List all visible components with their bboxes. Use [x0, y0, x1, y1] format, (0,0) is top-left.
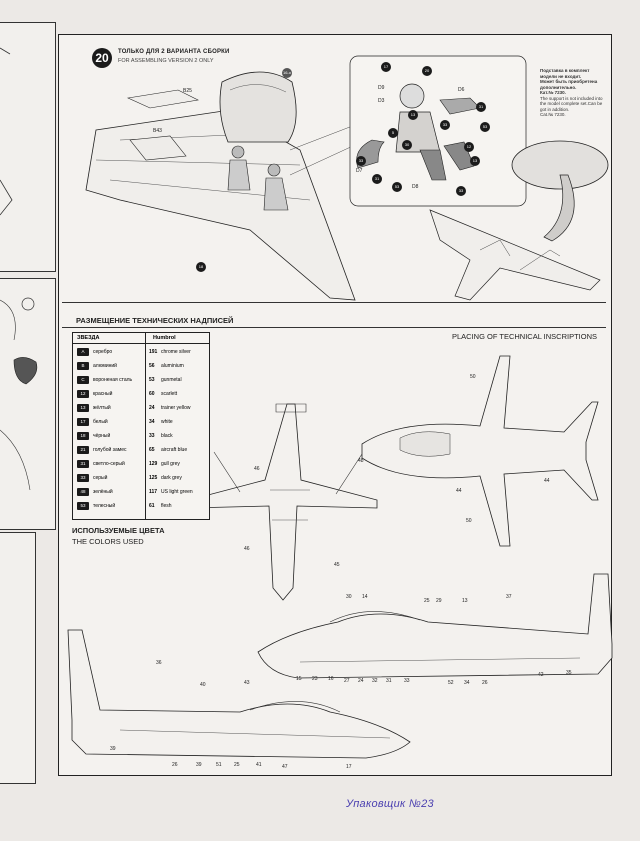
- paint-name-en: chrome silver: [161, 349, 191, 355]
- decal-callout: 44: [456, 488, 462, 494]
- paint-name-en: gunmetal: [161, 377, 182, 383]
- paint-name-ru: вороненая сталь: [93, 377, 133, 383]
- paint-row: [73, 415, 209, 429]
- paint-callout: 12: [464, 142, 474, 152]
- stand-note-ru-2: модели не входит.: [540, 73, 582, 79]
- side-callout: 24: [358, 678, 364, 684]
- paint-name-en: trainer yellow: [161, 405, 191, 411]
- side-callout: 39: [196, 762, 202, 768]
- decal-callout: 50: [470, 374, 476, 380]
- paint-name-en: aircraft blue: [161, 447, 188, 453]
- paint-name-ru: серый: [93, 475, 108, 481]
- paint-row: [73, 457, 209, 471]
- side-callout: 41: [256, 762, 262, 768]
- side-callout: 15: [296, 676, 302, 682]
- paint-row: [73, 387, 209, 401]
- decals-title-underline: [62, 327, 606, 328]
- decal-callout: 44: [544, 478, 550, 484]
- paint-chip: 18: [77, 432, 89, 440]
- paint-row: [73, 429, 209, 443]
- side-callout: 29: [436, 598, 442, 604]
- decals-title-en: PLACING OF TECHNICAL INSCRIPTIONS: [452, 332, 598, 341]
- paint-chip: 13: [77, 404, 89, 412]
- paint-callout: 5: [388, 128, 398, 138]
- paint-row: [73, 373, 209, 387]
- side-callout: 32: [372, 678, 378, 684]
- col-humbrol: Humbrol: [153, 335, 176, 341]
- part-label-b25: B25: [183, 88, 192, 94]
- decal-callout: 45: [334, 562, 340, 568]
- side-callout: 25: [234, 762, 240, 768]
- paint-chip: A: [77, 348, 89, 356]
- paint-row: [73, 443, 209, 457]
- decal-callout: 46: [244, 546, 250, 552]
- side-callout: 16: [328, 676, 334, 682]
- paint-chip: B: [77, 362, 89, 370]
- paint-chip: 33: [77, 474, 89, 482]
- paint-callout: 33: [456, 186, 466, 196]
- stand-note-ru-1: Подставка в комплект: [540, 68, 590, 73]
- side-callout: 37: [506, 594, 512, 600]
- section-divider: [62, 302, 606, 303]
- part-label-b43: B43: [153, 128, 162, 134]
- side-callout: 43: [244, 680, 250, 686]
- side-callout: 25: [424, 598, 430, 604]
- stand-note-en-3: got in addition.: [540, 106, 570, 112]
- paint-table-header: [73, 333, 209, 344]
- paint-name-en: dark grey: [161, 475, 182, 481]
- paint-callout: 53: [392, 182, 402, 192]
- part-callout-16: 16-o: [282, 68, 292, 78]
- stand-note-en-1: The support is not included into: [540, 95, 603, 101]
- decal-callout: 50: [466, 518, 472, 524]
- paint-name-en: white: [161, 419, 173, 425]
- paint-name-ru: жёлтый: [93, 405, 111, 411]
- side-callout: 14: [362, 594, 368, 600]
- side-callout: 23: [312, 676, 318, 682]
- paint-name-ru: светло-серый: [93, 461, 125, 467]
- paint-row: [73, 485, 209, 499]
- paint-chip: 17: [77, 418, 89, 426]
- part-label-d7: D7: [356, 168, 363, 174]
- step-number-badge: 20: [92, 48, 112, 68]
- part-label-d9: D9: [378, 85, 385, 91]
- packer-stamp: Упаковщик №23: [346, 798, 434, 810]
- humbrol-code: 56: [149, 363, 155, 369]
- paint-name-ru: телесный: [93, 503, 116, 509]
- paint-name-en: aluminium: [161, 363, 184, 369]
- colors-used-title-ru: ИСПОЛЬЗУЕМЫЕ ЦВЕТА: [72, 526, 165, 535]
- paint-callout: 31: [476, 102, 486, 112]
- paint-callout: 33: [440, 120, 450, 130]
- paint-row: [73, 471, 209, 485]
- humbrol-code: 24: [149, 405, 155, 411]
- stand-note-en-2: the model complete set.Can be: [540, 101, 603, 106]
- paint-row: [73, 499, 209, 513]
- humbrol-code: 61: [149, 503, 155, 509]
- paint-name-en: gull grey: [161, 461, 180, 467]
- paint-name-en: US light green: [161, 489, 193, 495]
- colors-used-title-en: THE COLORS USED: [72, 537, 144, 546]
- paint-name-en: flesh: [161, 503, 172, 509]
- stand-note-ru-4: дополнительно.: [540, 84, 577, 90]
- stand-note-ru-5: Кат.№ 7230.: [540, 90, 566, 95]
- paint-callout: 20: [422, 66, 432, 76]
- step-title-ru: ТОЛЬКО ДЛЯ 2 ВАРИАНТА СБОРКИ: [118, 49, 230, 55]
- humbrol-code: 65: [149, 447, 155, 453]
- paint-name-ru: голубой замес: [93, 447, 127, 453]
- humbrol-code: 125: [149, 475, 158, 481]
- paint-name-ru: белый: [93, 419, 108, 425]
- paint-name-en: scarlett: [161, 391, 178, 397]
- paint-name-ru: чёрный: [93, 433, 111, 439]
- paint-row: [73, 401, 209, 415]
- humbrol-code: 60: [149, 391, 155, 397]
- side-callout: 51: [216, 762, 222, 768]
- part-callout-18: 18: [196, 262, 206, 272]
- side-callout: 33: [404, 678, 410, 684]
- side-callout: 30: [346, 594, 352, 600]
- decals-title-ru: РАЗМЕЩЕНИЕ ТЕХНИЧЕСКИХ НАДПИСЕЙ: [76, 316, 234, 325]
- humbrol-code: 53: [149, 377, 155, 383]
- side-callout: 34: [464, 680, 470, 686]
- paint-callout: 53: [480, 122, 490, 132]
- humbrol-code: 117: [149, 489, 158, 495]
- paint-row: [73, 345, 209, 359]
- paint-chip: 48: [77, 488, 89, 496]
- paint-callout: 33: [356, 156, 366, 166]
- stand-note: [540, 68, 604, 118]
- paint-row: [73, 359, 209, 373]
- paint-callout: 13: [470, 156, 480, 166]
- side-callout: 47: [282, 764, 288, 770]
- side-callout: 26: [482, 680, 488, 686]
- side-callout: 26: [172, 762, 178, 768]
- paint-chip: 31: [77, 460, 89, 468]
- side-callout: 52: [448, 680, 454, 686]
- part-label-d3: D3: [378, 98, 385, 104]
- side-callout: 35: [566, 670, 572, 676]
- paint-callout: 17: [381, 62, 391, 72]
- paint-name-ru: красный: [93, 391, 113, 397]
- paint-name-ru: зелёный: [93, 489, 113, 495]
- paint-name-en: black: [161, 433, 173, 439]
- col-zvezda: ЗВЕЗДА: [77, 335, 100, 341]
- step-title-en: FOR ASSEMBLING VERSION 2 ONLY: [118, 58, 214, 64]
- side-callout: 31: [386, 678, 392, 684]
- paint-chip: 21: [77, 446, 89, 454]
- humbrol-code: 33: [149, 433, 155, 439]
- side-callout: 40: [200, 682, 206, 688]
- paint-callout: 13: [408, 110, 418, 120]
- side-callout: 39: [110, 746, 116, 752]
- side-callout: 36: [156, 660, 162, 666]
- side-callout: 17: [346, 764, 352, 770]
- side-callout: 13: [462, 598, 468, 604]
- stand-note-en-4: Cat.№ 7230.: [540, 112, 566, 117]
- humbrol-code: 191: [149, 349, 158, 355]
- paint-callout: 31: [372, 174, 382, 184]
- paint-name-ru: серебро: [93, 349, 113, 355]
- side-callout: 27: [344, 678, 350, 684]
- paint-chip: C: [77, 376, 89, 384]
- humbrol-code: 129: [149, 461, 158, 467]
- decal-callout: 48: [358, 458, 364, 464]
- paint-chip: 53: [77, 502, 89, 510]
- humbrol-code: 34: [149, 419, 155, 425]
- paint-table: [72, 332, 210, 520]
- paint-name-ru: алюминий: [93, 363, 117, 369]
- stand-note-ru-3: Может быть приобретена: [540, 79, 598, 84]
- part-label-d8: D8: [412, 184, 419, 190]
- part-label-d6: D6: [458, 87, 465, 93]
- paint-callout: 30: [402, 140, 412, 150]
- decal-callout: 46: [254, 466, 260, 472]
- paint-chip: 12: [77, 390, 89, 398]
- side-callout: 42: [538, 672, 544, 678]
